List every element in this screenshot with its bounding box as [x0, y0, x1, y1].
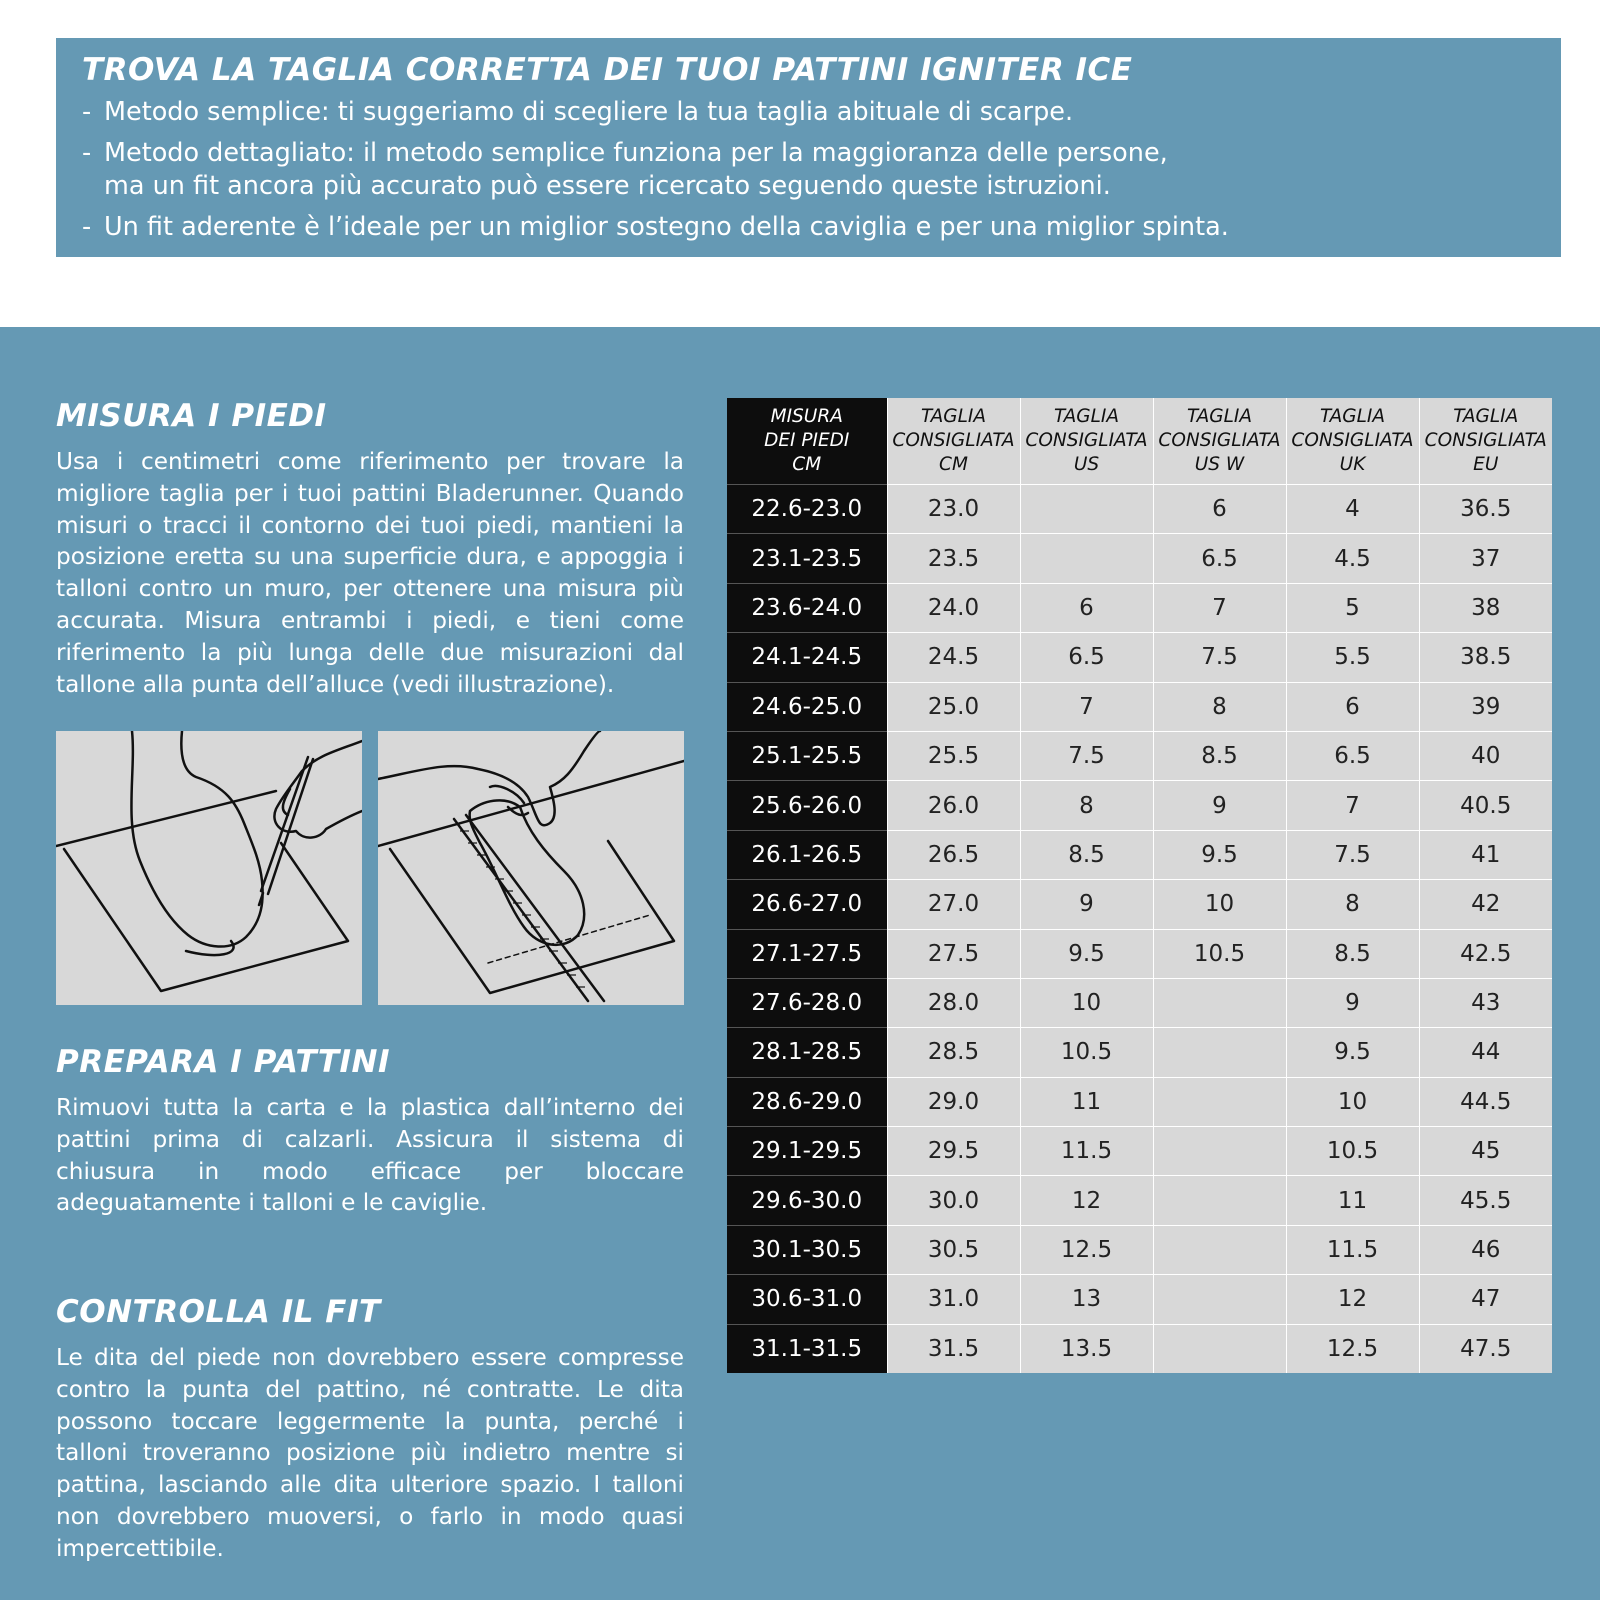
table-row	[727, 830, 1552, 879]
size-cell: 39	[1419, 682, 1552, 731]
size-cell: 37	[1419, 534, 1552, 583]
size-cell: 8	[1020, 781, 1153, 830]
column-header-line: CONSIGLIATA	[1424, 430, 1547, 451]
table-row	[727, 978, 1552, 1027]
size-cell: 23.5	[887, 534, 1020, 583]
size-cell: 11	[1286, 1176, 1419, 1225]
section-title-measure: MISURA I PIEDI	[56, 398, 327, 434]
size-cell	[1153, 1077, 1286, 1126]
size-cell: 12	[1286, 1275, 1419, 1324]
size-cell: 6.5	[1286, 731, 1419, 780]
size-cell: 9.5	[1286, 1028, 1419, 1077]
size-cell: 7.5	[1153, 633, 1286, 682]
size-cell: 29.5	[887, 1127, 1020, 1176]
section-text-prepare: Rimuovi tutta la carta e la plastica dall’interno dei pattini prima di calzarli. Assicura il sistema di chiusura in modo efficace per bloccare adeguatamente i talloni e le caviglie.	[56, 1094, 684, 1217]
size-cell: 12.5	[1286, 1324, 1419, 1373]
table-row	[727, 682, 1552, 731]
info-banner	[56, 38, 1561, 257]
table-row	[727, 1324, 1552, 1373]
column-header-line: CONSIGLIATA	[1291, 430, 1414, 451]
column-header	[1286, 398, 1419, 485]
size-cell: 38	[1419, 583, 1552, 632]
column-header	[1419, 398, 1552, 485]
size-cell: 44.5	[1419, 1077, 1552, 1126]
foot-size-cell: 24.6-25.0	[727, 682, 887, 731]
column-header-line: DEI PIEDI	[764, 430, 850, 451]
column-header-line: UK	[1339, 454, 1366, 475]
size-cell: 7	[1020, 682, 1153, 731]
section-text-measure: Usa i centimetri come riferimento per trovare la migliore taglia per i tuoi pattini Bladerunner. Quando misuri o tracci il contorno dei tuoi piedi, mantieni la posizione eretta su una superficie dura, e appoggia i talloni contro un muro, per ottenere una misura più accurata. Misura entrambi i piedi, e tieni come riferimento la più lunga delle due misurazioni dal tallone alla punta dell’alluce (vedi illustrazione).	[56, 448, 684, 698]
size-cell: 40.5	[1419, 781, 1552, 830]
size-cell: 28.5	[887, 1028, 1020, 1077]
column-header-line: EU	[1473, 454, 1499, 475]
size-cell: 10	[1020, 978, 1153, 1027]
size-cell: 42	[1419, 880, 1552, 929]
size-cell	[1153, 1275, 1286, 1324]
size-cell: 40	[1419, 731, 1552, 780]
size-cell: 11.5	[1286, 1225, 1419, 1274]
bullet-line: Un fit aderente è l’ideale per un miglior sostegno della caviglia e per una miglior spinta.	[104, 212, 1229, 242]
size-cell: 45	[1419, 1127, 1552, 1176]
foot-measuring-icon	[378, 731, 684, 1005]
size-cell: 45.5	[1419, 1176, 1552, 1225]
size-cell	[1020, 534, 1153, 583]
size-cell: 13.5	[1020, 1324, 1153, 1373]
size-cell: 43	[1419, 978, 1552, 1027]
column-header-line: TAGLIA	[1319, 406, 1385, 427]
size-cell: 27.5	[887, 929, 1020, 978]
size-cell: 38.5	[1419, 633, 1552, 682]
size-cell: 46	[1419, 1225, 1552, 1274]
table-row	[727, 1225, 1552, 1274]
table-row	[727, 1077, 1552, 1126]
bullet-tight-fit: - Un fit aderente è l’ideale per un miglior sostegno della caviglia e per una miglior spinta.	[82, 211, 1535, 244]
size-cell: 25.5	[887, 731, 1020, 780]
foot-size-cell: 25.1-25.5	[727, 731, 887, 780]
size-cell: 4	[1286, 485, 1419, 534]
size-cell: 25.0	[887, 682, 1020, 731]
table-row	[727, 633, 1552, 682]
foot-size-cell: 27.1-27.5	[727, 929, 887, 978]
foot-size-cell: 23.1-23.5	[727, 534, 887, 583]
foot-size-cell: 29.6-30.0	[727, 1176, 887, 1225]
size-cell	[1020, 485, 1153, 534]
column-header-line: US	[1073, 454, 1100, 475]
foot-size-cell: 25.6-26.0	[727, 781, 887, 830]
foot-size-cell: 26.6-27.0	[727, 880, 887, 929]
size-cell: 9	[1020, 880, 1153, 929]
size-cell	[1153, 1028, 1286, 1077]
column-header-line: TAGLIA	[1453, 406, 1519, 427]
size-cell: 7.5	[1286, 830, 1419, 879]
size-cell: 31.5	[887, 1324, 1020, 1373]
main-panel	[0, 327, 1600, 1600]
table-row	[727, 1176, 1552, 1225]
size-cell: 9	[1153, 781, 1286, 830]
column-header	[1153, 398, 1286, 485]
foot-size-cell: 30.1-30.5	[727, 1225, 887, 1274]
size-cell: 41	[1419, 830, 1552, 879]
size-cell	[1153, 1176, 1286, 1225]
size-cell: 44	[1419, 1028, 1552, 1077]
banner-title: TROVA LA TAGLIA CORRETTA DEI TUOI PATTINI IGNITER ICE	[82, 52, 1133, 88]
bullet-line: Metodo semplice: ti suggeriamo di scegliere la tua taglia abituale di scarpe.	[104, 97, 1074, 127]
size-cell: 24.0	[887, 583, 1020, 632]
size-cell: 6	[1286, 682, 1419, 731]
table-row	[727, 781, 1552, 830]
size-cell	[1153, 1225, 1286, 1274]
size-cell: 8	[1286, 880, 1419, 929]
column-header	[1020, 398, 1153, 485]
size-cell: 10.5	[1286, 1127, 1419, 1176]
table-row	[727, 583, 1552, 632]
size-cell: 12.5	[1020, 1225, 1153, 1274]
size-cell: 10.5	[1153, 929, 1286, 978]
bullet-simple-method: - Metodo semplice: ti suggeriamo di scegliere la tua taglia abituale di scarpe.	[82, 96, 1535, 129]
foot-size-cell: 28.1-28.5	[727, 1028, 887, 1077]
column-header-line: TAGLIA	[920, 406, 986, 427]
table-header-row	[727, 398, 1552, 485]
foot-size-cell: 27.6-28.0	[727, 978, 887, 1027]
size-cell: 10.5	[1020, 1028, 1153, 1077]
size-cell	[1153, 1324, 1286, 1373]
size-cell: 10	[1153, 880, 1286, 929]
size-cell: 47	[1419, 1275, 1552, 1324]
foot-tracing-icon	[56, 731, 362, 1005]
column-header	[887, 398, 1020, 485]
size-cell: 9	[1286, 978, 1419, 1027]
size-cell: 6	[1020, 583, 1153, 632]
size-cell: 42.5	[1419, 929, 1552, 978]
size-cell: 7	[1153, 583, 1286, 632]
table-row	[727, 485, 1552, 534]
size-cell: 30.5	[887, 1225, 1020, 1274]
bullet-detailed-method: - Metodo dettagliato: il metodo semplice funziona per la maggioranza delle persone, ma un fit ancora più accurato può essere ricercato seguendo queste istruzioni.	[82, 137, 1535, 203]
size-cell: 8.5	[1020, 830, 1153, 879]
size-cell	[1153, 1127, 1286, 1176]
column-header-line: CM	[939, 454, 968, 475]
size-cell: 4.5	[1286, 534, 1419, 583]
table-row	[727, 534, 1552, 583]
foot-size-cell: 24.1-24.5	[727, 633, 887, 682]
section-title-fit: CONTROLLA IL FIT	[56, 1294, 381, 1330]
size-cell	[1153, 978, 1286, 1027]
foot-size-cell: 31.1-31.5	[727, 1324, 887, 1373]
size-cell: 26.5	[887, 830, 1020, 879]
size-cell: 12	[1020, 1176, 1153, 1225]
size-cell: 23.0	[887, 485, 1020, 534]
column-header-line: CONSIGLIATA	[892, 430, 1015, 451]
column-header	[727, 398, 887, 485]
size-cell: 9.5	[1020, 929, 1153, 978]
size-cell: 11.5	[1020, 1127, 1153, 1176]
size-cell: 8.5	[1286, 929, 1419, 978]
column-header-line: MISURA	[770, 406, 843, 427]
size-cell: 5.5	[1286, 633, 1419, 682]
column-header-line: US W	[1194, 454, 1245, 475]
size-cell: 7.5	[1020, 731, 1153, 780]
size-cell: 5	[1286, 583, 1419, 632]
foot-size-cell: 30.6-31.0	[727, 1275, 887, 1324]
size-cell: 28.0	[887, 978, 1020, 1027]
size-cell: 8	[1153, 682, 1286, 731]
size-cell: 9.5	[1153, 830, 1286, 879]
size-cell: 47.5	[1419, 1324, 1552, 1373]
size-cell: 6.5	[1153, 534, 1286, 583]
bullet-line: Metodo dettagliato: il metodo semplice funziona per la maggioranza delle persone,	[104, 138, 1168, 168]
column-header-line: CM	[792, 454, 822, 475]
foot-size-cell: 22.6-23.0	[727, 485, 887, 534]
size-chart-table	[727, 398, 1552, 1373]
size-cell: 29.0	[887, 1077, 1020, 1126]
foot-size-cell: 23.6-24.0	[727, 583, 887, 632]
size-cell: 31.0	[887, 1275, 1020, 1324]
table-row	[727, 880, 1552, 929]
section-title-prepare: PREPARA I PATTINI	[56, 1044, 391, 1080]
size-cell: 13	[1020, 1275, 1153, 1324]
size-cell: 6.5	[1020, 633, 1153, 682]
size-cell: 10	[1286, 1077, 1419, 1126]
table-row	[727, 929, 1552, 978]
column-header-line: CONSIGLIATA	[1025, 430, 1148, 451]
table-row	[727, 1127, 1552, 1176]
column-header-line: TAGLIA	[1186, 406, 1252, 427]
table-row	[727, 731, 1552, 780]
column-header-line: TAGLIA	[1053, 406, 1119, 427]
size-cell: 11	[1020, 1077, 1153, 1126]
foot-size-cell: 26.1-26.5	[727, 830, 887, 879]
foot-size-cell: 28.6-29.0	[727, 1077, 887, 1126]
size-cell: 6	[1153, 485, 1286, 534]
size-cell: 36.5	[1419, 485, 1552, 534]
size-cell: 27.0	[887, 880, 1020, 929]
column-header-line: CONSIGLIATA	[1158, 430, 1281, 451]
bullet-line: ma un fit ancora più accurato può essere ricercato seguendo queste istruzioni.	[104, 171, 1111, 201]
section-text-fit: Le dita del piede non dovrebbero essere compresse contro la punta del pattino, né contratte. Le dita possono toccare leggermente la punta, perché i talloni troveranno posizione più indietro mentre si pattina, lasciando alle dita ulteriore spazio. I talloni non dovrebbero muoversi, o farlo in modo quasi impercettibile.	[56, 1344, 684, 1562]
size-cell: 8.5	[1153, 731, 1286, 780]
size-cell: 26.0	[887, 781, 1020, 830]
size-cell: 24.5	[887, 633, 1020, 682]
foot-size-cell: 29.1-29.5	[727, 1127, 887, 1176]
size-cell: 7	[1286, 781, 1419, 830]
table-row	[727, 1275, 1552, 1324]
table-row	[727, 1028, 1552, 1077]
size-cell: 30.0	[887, 1176, 1020, 1225]
